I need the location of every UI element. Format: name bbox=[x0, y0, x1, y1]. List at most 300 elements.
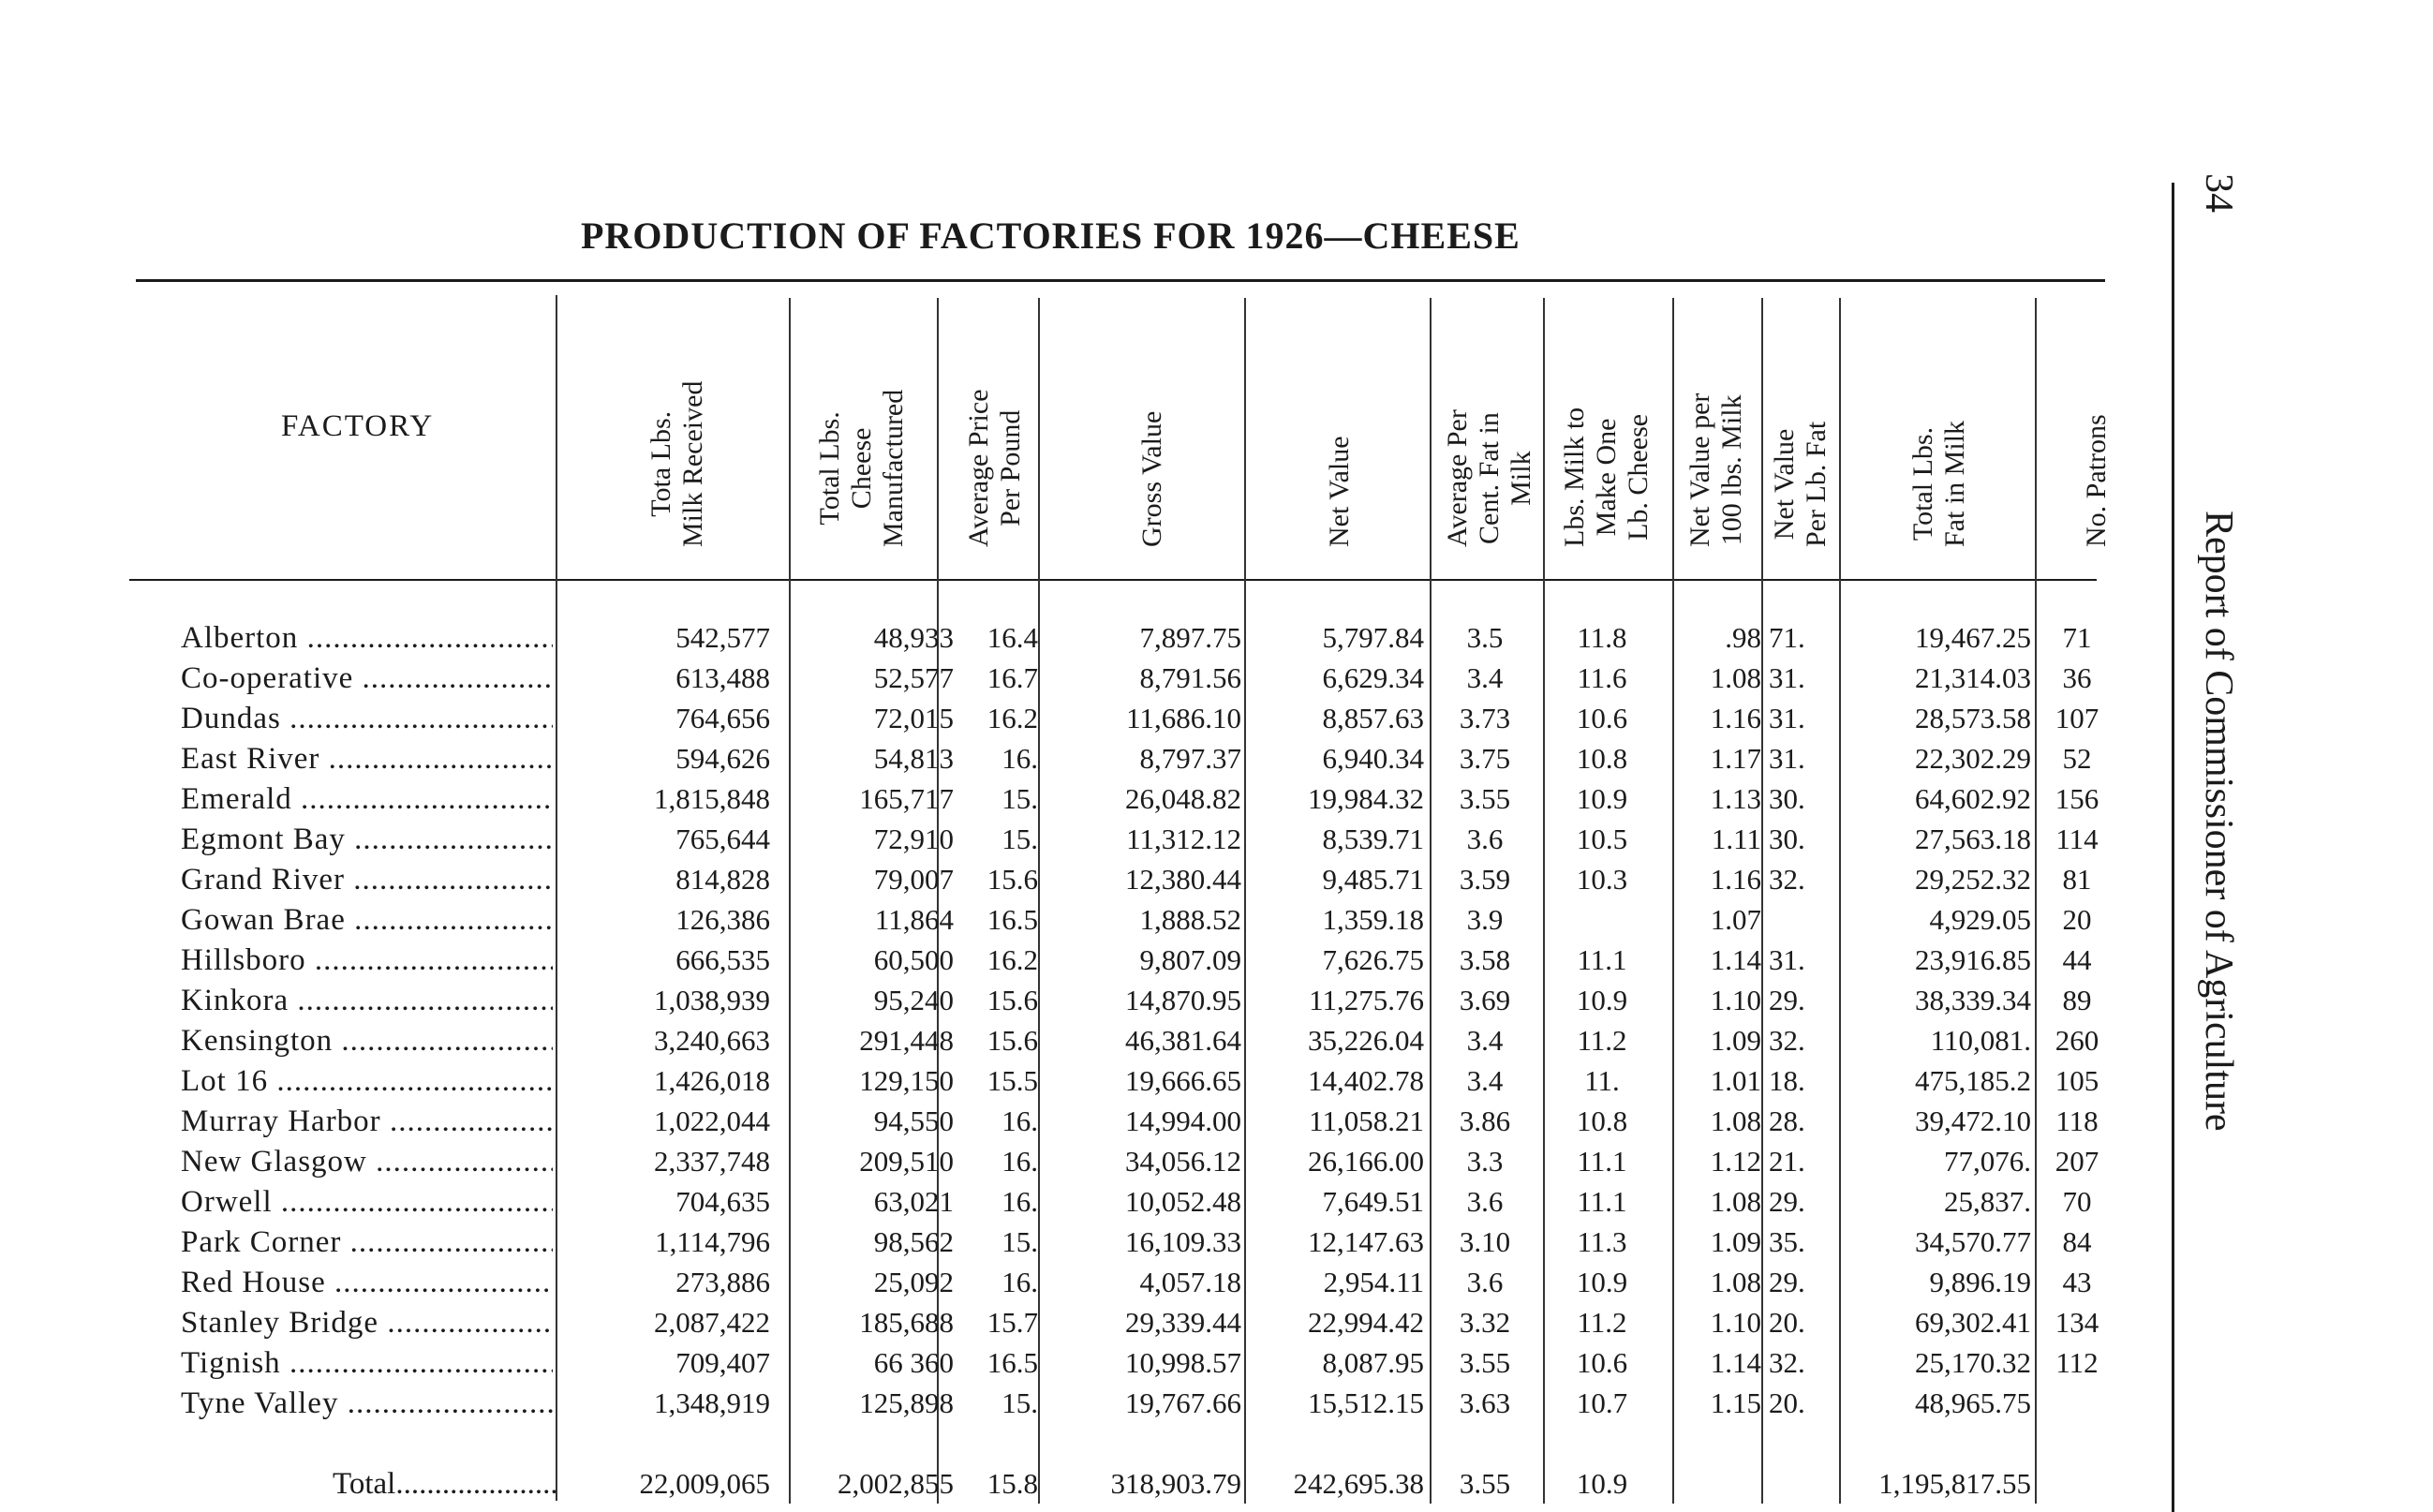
cell-net-value: 12,147.63 bbox=[1308, 1225, 1424, 1258]
cell-milk-received: 1,426,018 bbox=[654, 1064, 770, 1097]
column-header-patrons bbox=[2081, 414, 2113, 547]
running-head: Report of Commissioner of Agriculture bbox=[2197, 511, 2240, 1132]
cell-value-per-100-lbs: 1.17 bbox=[1710, 742, 1761, 775]
cell-net-value: 19,984.32 bbox=[1308, 782, 1424, 815]
cell-cheese-manufactured: 165,717 bbox=[859, 782, 954, 815]
cell-value-per-100-lbs: 1.09 bbox=[1710, 1225, 1761, 1258]
cell-net-value: 8,857.63 bbox=[1322, 702, 1424, 734]
cell-milk-received: 126,386 bbox=[675, 903, 770, 936]
cell-average-price: 16. bbox=[1001, 1145, 1038, 1178]
cell-milk-received: 1,348,919 bbox=[654, 1386, 770, 1419]
cell-gross-value: 8,797.37 bbox=[1139, 742, 1241, 775]
cell-fat-percent: 3.4 bbox=[1466, 661, 1504, 694]
cell-average-price: 16.4 bbox=[987, 621, 1038, 654]
header-rule bbox=[129, 579, 2097, 581]
cell-gross-value: 19,666.65 bbox=[1125, 1064, 1241, 1097]
cell-patrons: 134 bbox=[2055, 1306, 2099, 1339]
cell-gross-value: 16,109.33 bbox=[1125, 1225, 1241, 1258]
cell-net-value: 7,626.75 bbox=[1322, 943, 1424, 976]
cell-milk-per-cheese: 10.3 bbox=[1576, 863, 1628, 896]
cell-net-value: 26,166.00 bbox=[1308, 1145, 1424, 1178]
cell-cheese-manufactured: 66 360 bbox=[873, 1346, 954, 1379]
cell-net-value: 15,512.15 bbox=[1308, 1386, 1424, 1419]
cell-milk-received: 2,337,748 bbox=[654, 1145, 770, 1178]
cell-value-per-100-lbs: 1.08 bbox=[1710, 1185, 1761, 1218]
cell-patrons: 44 bbox=[2062, 943, 2092, 976]
factory-name: Orwell ..... bbox=[181, 1182, 553, 1222]
cell-milk-received: 1,022,044 bbox=[654, 1104, 770, 1137]
factory-name: Kensington ..... bbox=[181, 1021, 553, 1060]
cell-gross-value: 11,312.12 bbox=[1126, 823, 1241, 855]
column-header-line: Net Value per bbox=[1684, 393, 1715, 547]
factory-name: Kinkora ..... bbox=[181, 981, 553, 1020]
cell-gross-value: 7,897.75 bbox=[1139, 621, 1241, 654]
table-row bbox=[0, 1223, 2117, 1262]
cell-milk-received: 704,635 bbox=[675, 1185, 770, 1218]
column-header-line: No. Patrons bbox=[2081, 414, 2112, 547]
table-row bbox=[0, 779, 2117, 819]
cell-fat-in-milk: 28,573.58 bbox=[1915, 702, 2031, 734]
cell-average-price: 16.5 bbox=[987, 903, 1038, 936]
cell-value-per-lb-fat: 31. bbox=[1769, 661, 1805, 694]
cell-average-price: 16.7 bbox=[987, 661, 1038, 694]
cell-milk-received: 1,038,939 bbox=[654, 984, 770, 1016]
table-row bbox=[0, 1142, 2117, 1181]
cell-patrons: 207 bbox=[2055, 1145, 2099, 1178]
cell-net-value: 11,275.76 bbox=[1309, 984, 1424, 1016]
cell-average-price: 15.6 bbox=[987, 1024, 1038, 1057]
top-rule bbox=[136, 279, 2105, 282]
cell-value-per-lb-fat: 71. bbox=[1769, 621, 1805, 654]
column-header-cheese-manufactured bbox=[814, 390, 910, 547]
cell-milk-per-cheese: 10.5 bbox=[1576, 823, 1628, 855]
cell-value-per-100-lbs: 1.08 bbox=[1710, 1266, 1761, 1298]
cell-fat-percent: 3.55 bbox=[1459, 1346, 1511, 1379]
cell-gross-value: 19,767.66 bbox=[1125, 1386, 1241, 1419]
factory-name: Co-operative ..... bbox=[181, 659, 553, 698]
cell-cheese-manufactured: 63,021 bbox=[873, 1185, 954, 1218]
cell-value-per-100-lbs: 1.10 bbox=[1710, 984, 1761, 1016]
cell-cheese-manufactured: 52,577 bbox=[873, 661, 954, 694]
table-row bbox=[0, 820, 2117, 859]
cell-milk-received: 2,087,422 bbox=[654, 1306, 770, 1339]
column-header-line: Cheese bbox=[846, 427, 877, 510]
column-header-line: Make One bbox=[1591, 418, 1622, 537]
cell-average-price: 16. bbox=[1001, 1104, 1038, 1137]
cell-gross-value: 26,048.82 bbox=[1125, 782, 1241, 815]
cell-value-per-100-lbs: 1.14 bbox=[1710, 1346, 1761, 1379]
cell-fat-percent: 3.9 bbox=[1466, 903, 1504, 936]
cell-fat-in-milk: 22,302.29 bbox=[1915, 742, 2031, 775]
cell-fat-in-milk: 38,339.34 bbox=[1915, 984, 2031, 1016]
cell-value-per-lb-fat: 30. bbox=[1769, 782, 1805, 815]
cell-patrons: 107 bbox=[2055, 702, 2099, 734]
cell-gross-value: 34,056.12 bbox=[1125, 1145, 1241, 1178]
cell-patrons: 36 bbox=[2062, 661, 2092, 694]
cell-fat-in-milk: 48,965.75 bbox=[1915, 1386, 2031, 1419]
cell-cheese-manufactured: 95,240 bbox=[873, 984, 954, 1016]
column-header-line: Lbs. Milk to bbox=[1559, 407, 1590, 547]
column-header-line: Average Per bbox=[1442, 409, 1473, 547]
cell-cheese-manufactured: 185,688 bbox=[859, 1306, 954, 1339]
column-header-fat-in-milk bbox=[1907, 421, 1971, 547]
cell-fat-in-milk: 4,929.05 bbox=[1929, 903, 2031, 936]
cell-patrons: 84 bbox=[2062, 1225, 2092, 1258]
cell-value-per-lb-fat: 21. bbox=[1769, 1145, 1805, 1178]
cell-milk-received: 1,815,848 bbox=[654, 782, 770, 815]
table-row bbox=[0, 981, 2117, 1020]
cell-value-per-100-lbs: 1.01 bbox=[1710, 1064, 1761, 1097]
cell-cheese-manufactured: 72,015 bbox=[873, 702, 954, 734]
cell-value-per-lb-fat: 29. bbox=[1769, 984, 1805, 1016]
cell-average-price: 15. bbox=[1001, 1386, 1038, 1419]
column-header-gross-value bbox=[1136, 411, 1168, 547]
cell-fat-percent: 3.55 bbox=[1459, 782, 1511, 815]
cell-value-per-100-lbs: 1.16 bbox=[1710, 702, 1761, 734]
cell-milk-per-cheese: 11.6 bbox=[1577, 661, 1627, 694]
cell-net-value: 8,087.95 bbox=[1322, 1346, 1424, 1379]
cell-gross-value: 29,339.44 bbox=[1125, 1306, 1241, 1339]
cell-fat-percent: 3.32 bbox=[1459, 1306, 1511, 1339]
cell-gross-value: 9,807.09 bbox=[1139, 943, 1241, 976]
column-header-line: Fat in Milk bbox=[1939, 420, 1970, 547]
table-row bbox=[0, 860, 2117, 899]
factory-name: Tyne Valley ..... bbox=[181, 1384, 553, 1423]
cell-gross-value: 318,903.79 bbox=[1110, 1467, 1241, 1500]
cell-gross-value: 46,381.64 bbox=[1125, 1024, 1241, 1057]
cell-fat-percent: 3.5 bbox=[1466, 621, 1504, 654]
column-header-net-value bbox=[1324, 436, 1356, 547]
cell-average-price: 16.2 bbox=[987, 702, 1038, 734]
cell-patrons: 20 bbox=[2062, 903, 2092, 936]
cell-value-per-lb-fat: 32. bbox=[1769, 1346, 1805, 1379]
cell-milk-per-cheese: 10.9 bbox=[1576, 782, 1628, 815]
cell-milk-per-cheese: 10.8 bbox=[1576, 1104, 1628, 1137]
factory-name: Park Corner ..... bbox=[181, 1223, 553, 1262]
cell-milk-per-cheese: 10.7 bbox=[1576, 1386, 1628, 1419]
column-header-line: Milk bbox=[1506, 451, 1536, 506]
factory-name: New Glasgow ..... bbox=[181, 1142, 553, 1181]
factory-name: Egmont Bay ..... bbox=[181, 820, 553, 859]
factory-name: Hillsboro ..... bbox=[181, 941, 553, 980]
cell-milk-per-cheese: 10.9 bbox=[1576, 1467, 1628, 1500]
cell-patrons: 114 bbox=[2055, 823, 2099, 855]
factory-name: Gowan Brae ..... bbox=[181, 900, 553, 940]
cell-patrons: 71 bbox=[2062, 621, 2092, 654]
table-row bbox=[0, 1102, 2117, 1141]
column-header-line: Manufactured bbox=[878, 389, 909, 547]
cell-milk-per-cheese: 11.3 bbox=[1577, 1225, 1627, 1258]
cell-gross-value: 10,998.57 bbox=[1125, 1346, 1241, 1379]
cell-fat-in-milk: 25,170.32 bbox=[1915, 1346, 2031, 1379]
cell-fat-in-milk: 34,570.77 bbox=[1915, 1225, 2031, 1258]
cell-value-per-100-lbs: 1.09 bbox=[1710, 1024, 1761, 1057]
cell-gross-value: 12,380.44 bbox=[1125, 863, 1241, 896]
cell-value-per-100-lbs: 1.08 bbox=[1710, 661, 1761, 694]
cell-fat-in-milk: 77,076. bbox=[1944, 1145, 2031, 1178]
cell-gross-value: 14,870.95 bbox=[1125, 984, 1241, 1016]
cell-cheese-manufactured: 48,933 bbox=[873, 621, 954, 654]
cell-value-per-100-lbs: 1.16 bbox=[1710, 863, 1761, 896]
cell-milk-per-cheese: 10.6 bbox=[1576, 1346, 1628, 1379]
cell-milk-per-cheese bbox=[1546, 900, 1658, 940]
table-row bbox=[0, 699, 2117, 738]
cell-patrons: 89 bbox=[2062, 984, 2092, 1016]
cell-value-per-lb-fat: 32. bbox=[1769, 1024, 1805, 1057]
cell-cheese-manufactured: 2,002,855 bbox=[838, 1467, 954, 1500]
cell-milk-per-cheese: 11.2 bbox=[1577, 1306, 1627, 1339]
cell-net-value: 8,539.71 bbox=[1322, 823, 1424, 855]
cell-cheese-manufactured: 125,898 bbox=[859, 1386, 954, 1419]
cell-gross-value: 1,888.52 bbox=[1139, 903, 1241, 936]
cell-fat-in-milk: 21,314.03 bbox=[1915, 661, 2031, 694]
cell-milk-received: 273,886 bbox=[675, 1266, 770, 1298]
cell-fat-in-milk: 29,252.32 bbox=[1915, 863, 2031, 896]
cell-gross-value: 8,791.56 bbox=[1139, 661, 1241, 694]
factory-name: Stanley Bridge ..... bbox=[181, 1303, 553, 1342]
cell-value-per-100-lbs: 1.15 bbox=[1710, 1386, 1761, 1419]
cell-cheese-manufactured: 60,500 bbox=[873, 943, 954, 976]
column-header-line: Total Lbs. bbox=[1907, 426, 1938, 541]
cell-cheese-manufactured: 79,007 bbox=[873, 863, 954, 896]
cell-fat-in-milk: 9,896.19 bbox=[1929, 1266, 2031, 1298]
cell-milk-received: 709,407 bbox=[675, 1346, 770, 1379]
column-header-average-price bbox=[963, 389, 1027, 547]
column-header-milk-received bbox=[645, 381, 709, 547]
cell-fat-percent: 3.4 bbox=[1466, 1064, 1504, 1097]
table-row bbox=[0, 659, 2117, 698]
cell-milk-per-cheese: 10.9 bbox=[1576, 1266, 1628, 1298]
cell-fat-in-milk: 64,602.92 bbox=[1915, 782, 2031, 815]
cell-average-price: 16.2 bbox=[987, 943, 1038, 976]
cell-cheese-manufactured: 209,510 bbox=[859, 1145, 954, 1178]
cell-value-per-lb-fat: 29. bbox=[1769, 1185, 1805, 1218]
cell-value-per-100-lbs: .98 bbox=[1725, 621, 1761, 654]
cell-milk-per-cheese: 10.6 bbox=[1576, 702, 1628, 734]
cell-fat-percent: 3.10 bbox=[1459, 1225, 1511, 1258]
cell-net-value: 11,058.21 bbox=[1309, 1104, 1424, 1137]
column-header-line: 100 lbs. Milk bbox=[1716, 394, 1747, 546]
cell-patrons: 260 bbox=[2055, 1024, 2099, 1057]
table-row bbox=[0, 900, 2117, 940]
table-row bbox=[0, 618, 2117, 658]
cell-milk-per-cheese: 11.1 bbox=[1577, 943, 1627, 976]
cell-fat-percent: 3.63 bbox=[1459, 1386, 1511, 1419]
cell-fat-in-milk: 69,302.41 bbox=[1915, 1306, 2031, 1339]
table-row bbox=[0, 941, 2117, 980]
cell-value-per-100-lbs: 1.11 bbox=[1711, 823, 1761, 855]
cell-value-per-lb-fat bbox=[1769, 900, 1839, 940]
column-header-line: Gross Value bbox=[1136, 410, 1167, 547]
cell-average-price: 15. bbox=[1001, 1225, 1038, 1258]
cell-net-value: 7,649.51 bbox=[1322, 1185, 1424, 1218]
cell-fat-percent: 3.4 bbox=[1466, 1024, 1504, 1057]
total-label: Total ..... bbox=[333, 1464, 556, 1504]
cell-milk-per-cheese: 11. bbox=[1584, 1064, 1620, 1097]
cell-patrons: 52 bbox=[2062, 742, 2092, 775]
table-row bbox=[0, 1061, 2117, 1101]
cell-fat-percent: 3.55 bbox=[1459, 1467, 1511, 1500]
cell-average-price: 16. bbox=[1001, 1185, 1038, 1218]
cell-average-price: 15.7 bbox=[987, 1306, 1038, 1339]
total-table-row bbox=[0, 1464, 2117, 1504]
cell-fat-in-milk: 23,916.85 bbox=[1915, 943, 2031, 976]
cell-net-value: 14,402.78 bbox=[1308, 1064, 1424, 1097]
cell-average-price: 16.5 bbox=[987, 1346, 1038, 1379]
column-header-value-per-100-lbs bbox=[1684, 393, 1748, 547]
cell-value-per-100-lbs: 1.13 bbox=[1710, 782, 1761, 815]
column-header-line: Net Value bbox=[1769, 428, 1800, 541]
column-header-line: Cent. Fat in bbox=[1474, 412, 1505, 544]
cell-value-per-lb-fat: 35. bbox=[1769, 1225, 1805, 1258]
column-header-milk-per-cheese bbox=[1559, 408, 1654, 547]
cell-value-per-lb-fat: 31. bbox=[1769, 943, 1805, 976]
cell-milk-received: 666,535 bbox=[675, 943, 770, 976]
cell-net-value: 35,226.04 bbox=[1308, 1024, 1424, 1057]
column-header-line: Average Price bbox=[963, 389, 994, 547]
cell-average-price: 15.6 bbox=[987, 984, 1038, 1016]
cell-fat-percent: 3.73 bbox=[1459, 702, 1511, 734]
cell-fat-in-milk: 39,472.10 bbox=[1915, 1104, 2031, 1137]
cell-milk-received: 764,656 bbox=[675, 702, 770, 734]
cell-average-price: 15.8 bbox=[987, 1467, 1038, 1500]
cell-milk-per-cheese: 11.2 bbox=[1577, 1024, 1627, 1057]
cell-milk-received: 22,009,065 bbox=[639, 1467, 770, 1500]
cell-value-per-lb-fat: 20. bbox=[1769, 1386, 1805, 1419]
factory-column-header: FACTORY bbox=[281, 409, 435, 443]
cell-average-price: 16. bbox=[1001, 1266, 1038, 1298]
cell-fat-in-milk: 25,837. bbox=[1944, 1185, 2031, 1218]
cell-net-value: 6,940.34 bbox=[1322, 742, 1424, 775]
factory-name: Murray Harbor ..... bbox=[181, 1102, 553, 1141]
cell-milk-received: 814,828 bbox=[675, 863, 770, 896]
cell-fat-percent: 3.3 bbox=[1466, 1145, 1504, 1178]
cell-value-per-lb-fat: 28. bbox=[1769, 1104, 1805, 1137]
cell-milk-per-cheese: 10.8 bbox=[1576, 742, 1628, 775]
cell-value-per-lb-fat: 29. bbox=[1769, 1266, 1805, 1298]
cell-value-per-100-lbs: 1.12 bbox=[1710, 1145, 1761, 1178]
cell-milk-per-cheese: 10.9 bbox=[1576, 984, 1628, 1016]
cell-cheese-manufactured: 11,864 bbox=[874, 903, 954, 936]
cell-fat-percent: 3.58 bbox=[1459, 943, 1511, 976]
factory-name: Lot 16 ..... bbox=[181, 1061, 553, 1101]
factory-name: East River ..... bbox=[181, 739, 553, 778]
cell-value-per-lb-fat bbox=[1769, 1464, 1839, 1504]
cell-value-per-100-lbs: 1.07 bbox=[1710, 903, 1761, 936]
cell-milk-per-cheese: 11.1 bbox=[1577, 1185, 1627, 1218]
cell-milk-received: 613,488 bbox=[675, 661, 770, 694]
cell-fat-percent: 3.6 bbox=[1466, 1185, 1504, 1218]
cell-cheese-manufactured: 94,550 bbox=[873, 1104, 954, 1137]
cell-gross-value: 4,057.18 bbox=[1139, 1266, 1241, 1298]
table-title: PRODUCTION OF FACTORIES FOR 1926—CHEESE bbox=[581, 215, 1521, 257]
table-row bbox=[0, 1021, 2117, 1060]
cell-net-value: 6,629.34 bbox=[1322, 661, 1424, 694]
cell-cheese-manufactured: 291,448 bbox=[859, 1024, 954, 1057]
cell-patrons: 70 bbox=[2062, 1185, 2092, 1218]
cell-milk-per-cheese: 11.1 bbox=[1577, 1145, 1627, 1178]
cell-milk-received: 594,626 bbox=[675, 742, 770, 775]
factory-name: Tignish ..... bbox=[181, 1343, 553, 1383]
cell-value-per-lb-fat: 20. bbox=[1769, 1306, 1805, 1339]
cell-average-price: 15.6 bbox=[987, 863, 1038, 896]
cell-value-per-100-lbs: 1.10 bbox=[1710, 1306, 1761, 1339]
cell-average-price: 15. bbox=[1001, 782, 1038, 815]
column-header-line: Lb. Cheese bbox=[1623, 413, 1654, 541]
column-header-fat-percent bbox=[1442, 409, 1537, 547]
cell-net-value: 242,695.38 bbox=[1293, 1467, 1424, 1500]
cell-value-per-lb-fat: 18. bbox=[1769, 1064, 1805, 1097]
cell-net-value: 1,359.18 bbox=[1322, 903, 1424, 936]
cell-net-value: 9,485.71 bbox=[1322, 863, 1424, 896]
cell-fat-percent: 3.6 bbox=[1466, 1266, 1504, 1298]
cell-fat-in-milk: 110,081. bbox=[1930, 1024, 2031, 1057]
cell-patrons bbox=[2040, 1384, 2114, 1423]
table-row bbox=[0, 1343, 2117, 1383]
factory-name: Dundas ..... bbox=[181, 699, 553, 738]
table-row bbox=[0, 739, 2117, 778]
column-header-line: Milk Received bbox=[677, 380, 708, 547]
table-row bbox=[0, 1182, 2117, 1222]
cell-milk-received: 3,240,663 bbox=[654, 1024, 770, 1057]
cell-fat-in-milk: 475,185.2 bbox=[1915, 1064, 2031, 1097]
table-row bbox=[0, 1303, 2117, 1342]
cell-milk-received: 765,644 bbox=[675, 823, 770, 855]
cell-cheese-manufactured: 54,813 bbox=[873, 742, 954, 775]
cell-value-per-lb-fat: 31. bbox=[1769, 742, 1805, 775]
cell-cheese-manufactured: 72,910 bbox=[873, 823, 954, 855]
cell-net-value: 2,954.11 bbox=[1323, 1266, 1424, 1298]
column-header-value-per-lb-fat bbox=[1769, 422, 1832, 547]
cell-patrons: 81 bbox=[2062, 863, 2092, 896]
cell-value-per-100-lbs: 1.08 bbox=[1710, 1104, 1761, 1137]
cell-patrons: 156 bbox=[2055, 782, 2099, 815]
cell-value-per-100-lbs: 1.14 bbox=[1710, 943, 1761, 976]
column-header-line: Per Lb. Fat bbox=[1801, 421, 1832, 547]
cell-fat-percent: 3.75 bbox=[1459, 742, 1511, 775]
cell-patrons: 105 bbox=[2055, 1064, 2099, 1097]
cell-fat-percent: 3.6 bbox=[1466, 823, 1504, 855]
cell-milk-per-cheese: 11.8 bbox=[1577, 621, 1627, 654]
cell-milk-received: 542,577 bbox=[675, 621, 770, 654]
margin-rule bbox=[2172, 183, 2174, 1512]
cell-fat-percent: 3.59 bbox=[1459, 863, 1511, 896]
cell-value-per-lb-fat: 32. bbox=[1769, 863, 1805, 896]
column-header-line: Per Pound bbox=[995, 409, 1026, 526]
cell-gross-value: 11,686.10 bbox=[1126, 702, 1241, 734]
cell-net-value: 22,994.42 bbox=[1308, 1306, 1424, 1339]
cell-value-per-100-lbs bbox=[1677, 1464, 1761, 1504]
cell-gross-value: 14,994.00 bbox=[1125, 1104, 1241, 1137]
column-header-line: Tota Lbs. bbox=[645, 410, 676, 517]
table-row bbox=[0, 1384, 2117, 1423]
cell-fat-percent: 3.86 bbox=[1459, 1104, 1511, 1137]
cell-average-price: 15. bbox=[1001, 823, 1038, 855]
cell-gross-value: 10,052.48 bbox=[1125, 1185, 1241, 1218]
factory-name: Red House ..... bbox=[181, 1263, 553, 1302]
cell-value-per-lb-fat: 30. bbox=[1769, 823, 1805, 855]
cell-patrons: 43 bbox=[2062, 1266, 2092, 1298]
factory-name: Alberton ..... bbox=[181, 618, 553, 658]
page-number: 34 bbox=[2197, 173, 2240, 213]
factory-name: Emerald ..... bbox=[181, 779, 553, 819]
factory-name: Grand River ..... bbox=[181, 860, 553, 899]
cell-patrons bbox=[2040, 1464, 2114, 1504]
column-header-line: Net Value bbox=[1324, 436, 1355, 547]
cell-fat-percent: 3.69 bbox=[1459, 984, 1511, 1016]
column-header-line: Total Lbs. bbox=[814, 411, 845, 526]
cell-milk-received: 1,114,796 bbox=[655, 1225, 770, 1258]
